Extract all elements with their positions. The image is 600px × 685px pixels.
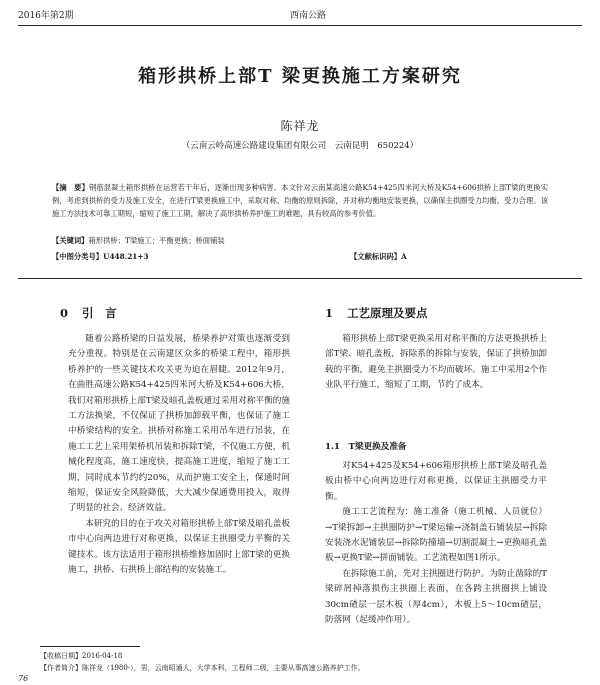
section-0-body [68,332,290,579]
section-0-heading [60,305,117,321]
section-1-intro [325,332,547,394]
footnotes [40,650,560,674]
author-affiliation: （云南云岭高速公路建设集团有限公司 云南昆明 650224） [181,141,419,151]
keywords-label: 【关键词】 [52,236,89,245]
subsection-1-1-heading: 1.1 T梁更换及准备 [325,442,407,452]
keywords-text: 箱形拱桥；T梁施工；平衡更换；桥面铺装 [88,236,225,245]
footnote-author-bio: 【作者简介】陈祥龙（1980-），男，云南昭通人，大学本科，工程师二级，主要从事高速公路养护工作。 [40,664,365,672]
section-0-number: 0 [60,306,69,320]
subsection-paragraph-2: 施工工艺流程为：施工准备（施工机械、人员就位）→T梁拆卸→主拱圈防护→T梁运输→浇制盖石铺装层→拆除安装浇水泥铺装层→拆除防撞墙→切割混凝土→更换暗孔盖板→更换T梁→拼面铺装。工艺流程如图1所示。 [325,507,547,564]
section-0-paragraph-1: 随着公路桥梁的日益发展，桥梁养护对策也逐渐受到充分重视。特别是在云南建区众多的桥梁工程中，箱形拱桥养护的一些关键技术攻关更为迫在眉睫。2012年9月，在曲胜高速公路K54+425四米河大桥及K54+606大桥，我们对箱形拱桥上部T梁及暗孔盖板通过采用对称平衡的施工方法换梁，不仅保证了拱桥加卸载平衡，也保证了施工中桥梁结构的安全。拱桥对称施工采用吊车进行吊装，在施工工艺上采用架桥机吊装和拆除T梁，不仅施工方便，机械化程度高，施工速度快，提高施工进度，缩短了施工工期，同时成本节约约20%，从而护施工安全上，保通时间缩短，保证安全风险降低，大大减少保通费用投入，取得了明显的社会、经济效益。 [68,334,290,514]
subsection-paragraph-3: 在拆除施工前，先对主拱圈进行防护。为防止凿除的T梁碎屑掉落损伤主拱圈上表面，在各跨主拱圈拱上铺设30cm碴层一层木板（厚4cm），木板上5～10cm碴层，防落网（起缓冲作用）。 [325,568,547,626]
section-1-number: 1 [325,306,334,320]
abstract-rule [18,278,582,279]
paper-author: 陈祥龙 [280,119,320,133]
section-1-heading [325,305,428,321]
paper-title: 箱形拱桥上部T 梁更换施工方案研究 [138,66,462,87]
journal-name: 西南公路 [290,11,327,21]
abstract [52,181,548,221]
subsection-1-1-body [325,459,547,628]
section-0-title: 引 言 [82,306,117,320]
footnote-rule [40,646,140,647]
abstract-label: 【摘 要】 [52,183,89,192]
section-1-title: 工艺原理及要点 [347,306,428,320]
journal-issue: 2016年第2期 [18,11,74,21]
abstract-text: 钢筋混凝土箱形拱桥在运营若干年后，逐渐出现多种病害。本文针对云南某高速公路K54+425四米河大桥及K54+606拱桥上部T梁的更换实例，考虑到拱桥的受力及施工安全，在进行T梁更换施工中，采取对称、均衡的原则拆除，并对称均衡地安装更换，以确保主拱圈受力均衡，受力合理。该施工方法技术可靠工期短，缩短了施工工期，解决了高形拱桥养护施工的难题，具有较高的参考价值。 [52,183,549,219]
section-1-paragraph-1: 箱形拱桥上部T梁更换采用对称平衡的方法更换拱桥上部T梁、暗孔盖板，拆除系的拆除与安装，保证了拱桥加卸载的平衡，避免主拱圈受力不均而破坏。施工中采用2个作业队平行施工，缩短了工期，节约了成本。 [325,334,547,391]
subsection-paragraph-1: 对K54+425及K54+606箱形拱桥上部T梁及暗孔盖板由桥中心向两边进行对称更换，以保证主拱圈受力平衡。 [325,461,547,502]
classification-number: 【中图分类号】U448.21+3 [52,252,149,261]
header-rule [18,25,582,26]
keywords [52,236,548,246]
footnote-received: 【收稿日期】2016-04-18 [40,652,123,660]
section-0-paragraph-2: 本研究的目的在于攻关对箱形拱桥上部T梁及暗孔盖板市中心向两边进行对称更换，以保证主拱圈受力平衡的关键技术。该方法适用于箱形拱桥维修加固时上部T梁的更换施工，拱桥、石拱桥上部结构的安装施工。 [68,518,290,576]
running-header [18,8,582,24]
page-number: 76 [18,674,29,683]
document-code: 【文献标识码】A [350,252,407,261]
